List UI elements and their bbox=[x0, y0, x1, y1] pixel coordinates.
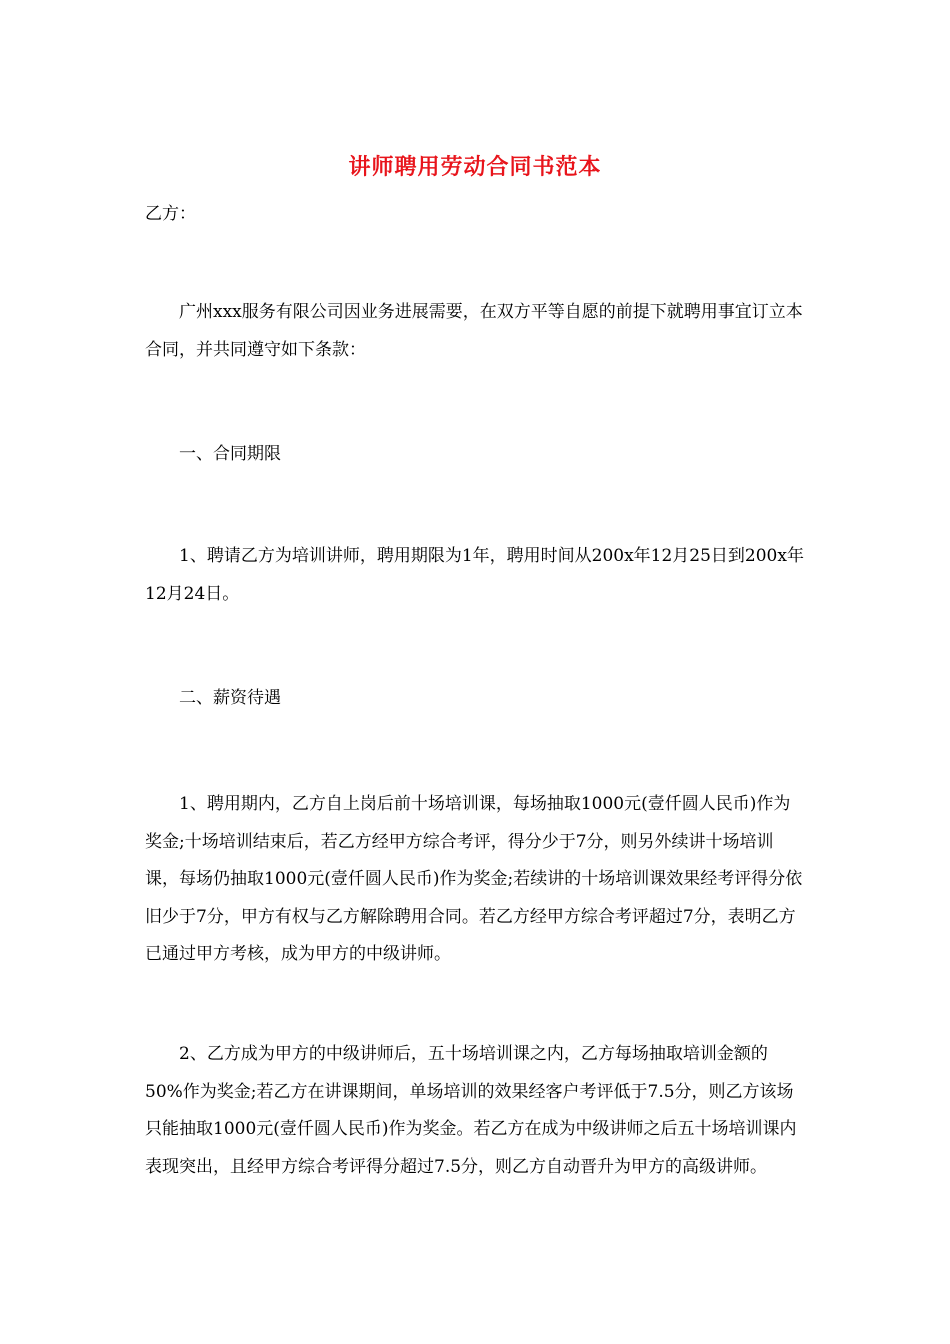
section-2-item-1: 1、聘用期内，乙方自上岗后前十场培训课，每场抽取1000元(壹仟圆人民币)作为奖金;十场培训结束后，若乙方经甲方综合考评，得分少于7分，则另外续讲十场培训课，每场仍抽取1000元(壹仟圆人民币)作为奖金;若续讲的十场培训课效果经考评得分依旧少于7分，甲方有权与乙方解除聘用合同。若乙方经甲方综合考评超过7分，表明乙方已通过甲方考核，成为甲方的中级讲师。 bbox=[145, 794, 803, 964]
document-title: 讲师聘用劳动合同书范本 bbox=[348, 154, 602, 180]
section-2-heading: 二、薪资待遇 bbox=[179, 688, 281, 708]
section-1-item-1: 1、聘请乙方为培训讲师，聘用期限为1年，聘用时间从200x年12月25日到200x年12月24日。 bbox=[145, 546, 804, 604]
party-b-label: 乙方： bbox=[145, 204, 196, 224]
intro-paragraph: 广州xxx服务有限公司因业务进展需要，在双方平等自愿的前提下就聘用事宜订立本合同，并共同遵守如下条款： bbox=[145, 302, 803, 360]
section-1-heading: 一、合同期限 bbox=[179, 444, 281, 464]
section-2-item-2: 2、乙方成为甲方的中级讲师后，五十场培训课之内，乙方每场抽取培训金额的50%作为奖金;若乙方在讲课期间，单场培训的效果经客户考评低于7.5分，则乙方该场只能抽取1000元(壹仟圆人民币)作为奖金。若乙方在成为中级讲师之后五十场培训课内表现突出，且经甲方综合考评得分超过7.5分，则乙方自动晋升为甲方的高级讲师。 bbox=[145, 1044, 797, 1177]
